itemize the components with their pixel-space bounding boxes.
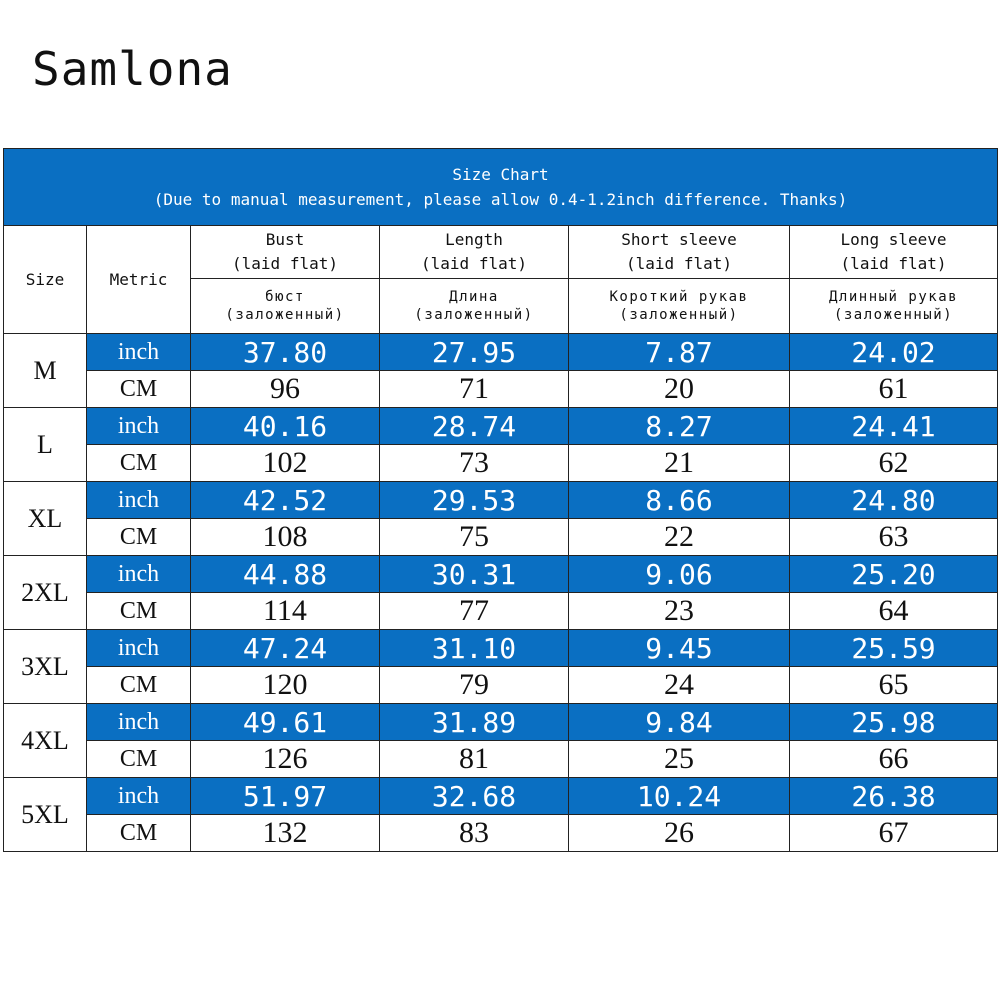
header-short-sleeve xyxy=(569,226,790,279)
table-row xyxy=(4,667,998,704)
short-sleeve-inch: 8.27 xyxy=(569,408,790,445)
size-chart-table xyxy=(3,148,998,852)
chart-title-banner xyxy=(4,149,998,226)
short-sleeve-inch: 9.45 xyxy=(569,630,790,667)
unit-inch: inch xyxy=(87,408,191,445)
size-label: 3XL xyxy=(4,630,87,704)
bust-inch: 40.16 xyxy=(191,408,380,445)
brand-logo: Samlona xyxy=(32,42,233,96)
table-row xyxy=(4,519,998,556)
length-cm: 75 xyxy=(380,519,569,556)
unit-inch: inch xyxy=(87,778,191,815)
length-inch: 30.31 xyxy=(380,556,569,593)
header-metric: Metric xyxy=(87,226,191,334)
header-bust xyxy=(191,226,380,279)
short-sleeve-cm: 26 xyxy=(569,815,790,852)
chart-title: Size Chart xyxy=(452,165,549,184)
long-sleeve-cm: 61 xyxy=(790,371,998,408)
bust-cm: 132 xyxy=(191,815,380,852)
bust-inch: 37.80 xyxy=(191,334,380,371)
length-cm: 73 xyxy=(380,445,569,482)
bust-inch: 47.24 xyxy=(191,630,380,667)
short-sleeve-inch: 10.24 xyxy=(569,778,790,815)
header-ru-short-sleeve xyxy=(569,279,790,334)
table-row xyxy=(4,482,998,519)
header-long-sleeve-label: Long sleeve xyxy=(840,230,947,249)
length-cm: 83 xyxy=(380,815,569,852)
long-sleeve-inch: 25.20 xyxy=(790,556,998,593)
size-label: M xyxy=(4,334,87,408)
long-sleeve-cm: 63 xyxy=(790,519,998,556)
bust-inch: 44.88 xyxy=(191,556,380,593)
short-sleeve-cm: 25 xyxy=(569,741,790,778)
long-sleeve-inch: 25.59 xyxy=(790,630,998,667)
short-sleeve-cm: 24 xyxy=(569,667,790,704)
long-sleeve-inch: 26.38 xyxy=(790,778,998,815)
table-row xyxy=(4,704,998,741)
unit-inch: inch xyxy=(87,630,191,667)
unit-cm: CM xyxy=(87,519,191,556)
length-inch: 31.10 xyxy=(380,630,569,667)
chart-subtitle: (Due to manual measurement, please allow 0.4-1.2inch difference. Thanks) xyxy=(153,190,848,209)
table-row xyxy=(4,371,998,408)
long-sleeve-cm: 64 xyxy=(790,593,998,630)
bust-cm: 120 xyxy=(191,667,380,704)
length-inch: 31.89 xyxy=(380,704,569,741)
short-sleeve-inch: 8.66 xyxy=(569,482,790,519)
header-ru-long-sleeve-sub: (заложенный) xyxy=(833,307,954,323)
length-cm: 79 xyxy=(380,667,569,704)
long-sleeve-cm: 62 xyxy=(790,445,998,482)
unit-cm: CM xyxy=(87,371,191,408)
length-inch: 27.95 xyxy=(380,334,569,371)
short-sleeve-inch: 9.06 xyxy=(569,556,790,593)
size-label: L xyxy=(4,408,87,482)
header-long-sleeve xyxy=(790,226,998,279)
header-length-label: Length xyxy=(445,230,503,249)
table-row xyxy=(4,445,998,482)
long-sleeve-inch: 25.98 xyxy=(790,704,998,741)
header-ru-short-sleeve-label: Короткий рукав xyxy=(609,289,749,305)
unit-inch: inch xyxy=(87,556,191,593)
header-bust-sub: (laid flat) xyxy=(232,254,338,273)
bust-inch: 49.61 xyxy=(191,704,380,741)
size-label: 5XL xyxy=(4,778,87,852)
long-sleeve-inch: 24.41 xyxy=(790,408,998,445)
header-ru-long-sleeve xyxy=(790,279,998,334)
short-sleeve-cm: 22 xyxy=(569,519,790,556)
short-sleeve-cm: 21 xyxy=(569,445,790,482)
table-row xyxy=(4,408,998,445)
long-sleeve-inch: 24.80 xyxy=(790,482,998,519)
header-ru-short-sleeve-sub: (заложенный) xyxy=(619,307,739,323)
unit-cm: CM xyxy=(87,445,191,482)
length-inch: 28.74 xyxy=(380,408,569,445)
long-sleeve-cm: 65 xyxy=(790,667,998,704)
unit-cm: CM xyxy=(87,815,191,852)
bust-cm: 126 xyxy=(191,741,380,778)
length-inch: 29.53 xyxy=(380,482,569,519)
short-sleeve-inch: 7.87 xyxy=(569,334,790,371)
table-row xyxy=(4,778,998,815)
long-sleeve-cm: 67 xyxy=(790,815,998,852)
length-cm: 81 xyxy=(380,741,569,778)
bust-cm: 102 xyxy=(191,445,380,482)
unit-inch: inch xyxy=(87,704,191,741)
bust-cm: 108 xyxy=(191,519,380,556)
header-size: Size xyxy=(4,226,87,334)
table-row xyxy=(4,556,998,593)
header-ru-bust-sub: (заложенный) xyxy=(225,307,345,323)
short-sleeve-cm: 20 xyxy=(569,371,790,408)
unit-cm: CM xyxy=(87,741,191,778)
header-ru-bust xyxy=(191,279,380,334)
length-inch: 32.68 xyxy=(380,778,569,815)
table-row xyxy=(4,334,998,371)
header-short-sleeve-label: Short sleeve xyxy=(621,230,737,249)
header-ru-bust-label: бюст xyxy=(265,289,305,305)
length-cm: 71 xyxy=(380,371,569,408)
table-row xyxy=(4,741,998,778)
unit-inch: inch xyxy=(87,334,191,371)
bust-inch: 42.52 xyxy=(191,482,380,519)
unit-inch: inch xyxy=(87,482,191,519)
header-length xyxy=(380,226,569,279)
header-length-sub: (laid flat) xyxy=(421,254,527,273)
header-ru-length xyxy=(380,279,569,334)
header-bust-label: Bust xyxy=(265,230,305,249)
header-short-sleeve-sub: (laid flat) xyxy=(626,254,732,273)
long-sleeve-inch: 24.02 xyxy=(790,334,998,371)
header-ru-length-sub: (заложенный) xyxy=(414,307,534,323)
table-row xyxy=(4,630,998,667)
table-row xyxy=(4,593,998,630)
long-sleeve-cm: 66 xyxy=(790,741,998,778)
length-cm: 77 xyxy=(380,593,569,630)
unit-cm: CM xyxy=(87,667,191,704)
header-ru-length-label: Длина xyxy=(449,289,499,305)
unit-cm: CM xyxy=(87,593,191,630)
size-label: 4XL xyxy=(4,704,87,778)
bust-cm: 114 xyxy=(191,593,380,630)
bust-inch: 51.97 xyxy=(191,778,380,815)
table-row xyxy=(4,815,998,852)
short-sleeve-inch: 9.84 xyxy=(569,704,790,741)
size-label: XL xyxy=(4,482,87,556)
header-long-sleeve-sub: (laid flat) xyxy=(840,254,947,273)
size-rows xyxy=(4,334,998,852)
header-ru-long-sleeve-label: Длинный рукав xyxy=(828,289,959,305)
size-label: 2XL xyxy=(4,556,87,630)
short-sleeve-cm: 23 xyxy=(569,593,790,630)
bust-cm: 96 xyxy=(191,371,380,408)
